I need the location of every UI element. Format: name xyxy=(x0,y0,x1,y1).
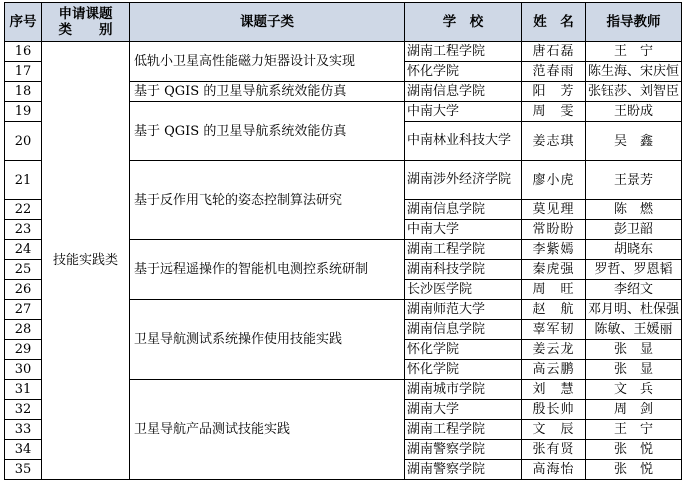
topic-cell: 基于 QGIS 的卫星导航系统效能仿真 xyxy=(130,82,405,102)
school-cell: 湖南科技学院 xyxy=(405,260,522,280)
school-cell: 湖南警察学院 xyxy=(405,460,522,480)
tutor-cell: 胡晓东 xyxy=(586,240,682,260)
school-cell: 中南大学 xyxy=(405,102,522,122)
student-name-cell: 殷长帅 xyxy=(522,400,586,420)
student-name-cell: 文 辰 xyxy=(522,420,586,440)
school-cell: 湖南涉外经济学院 xyxy=(405,161,522,200)
student-name-cell: 刘 慧 xyxy=(522,380,586,400)
header-school: 学 校 xyxy=(405,3,522,42)
row-no: 19 xyxy=(5,102,42,122)
row-no: 32 xyxy=(5,400,42,420)
student-name-cell: 秦虎强 xyxy=(522,260,586,280)
student-name-cell: 周 旺 xyxy=(522,280,586,300)
row-no: 20 xyxy=(5,122,42,161)
tutor-cell: 文 兵 xyxy=(586,380,682,400)
row-no: 35 xyxy=(5,460,42,480)
student-name-cell: 姜云龙 xyxy=(522,340,586,360)
tutor-cell: 邓月明、杜保强 xyxy=(586,300,682,320)
header-topic: 课题子类 xyxy=(130,3,405,42)
student-name-cell: 赵 航 xyxy=(522,300,586,320)
school-cell: 湖南信息学院 xyxy=(405,82,522,102)
row-no: 17 xyxy=(5,62,42,82)
student-name-cell: 李紫嫣 xyxy=(522,240,586,260)
student-name-cell: 辜军韧 xyxy=(522,320,586,340)
student-name-cell: 唐石磊 xyxy=(522,42,586,62)
header-category xyxy=(42,3,130,42)
tutor-cell: 彭卫韶 xyxy=(586,220,682,240)
school-cell: 湖南信息学院 xyxy=(405,200,522,220)
tutor-cell: 王 宁 xyxy=(586,420,682,440)
tutor-cell: 张 悦 xyxy=(586,440,682,460)
student-name-cell: 高云鹏 xyxy=(522,360,586,380)
school-cell: 中南林业科技大学 xyxy=(405,122,522,161)
table-header-row xyxy=(5,3,682,42)
header-tutor: 指导教师 xyxy=(586,3,682,42)
topic-cell: 基于反作用飞轮的姿态控制算法研究 xyxy=(130,161,405,240)
topic-cell: 基于远程遥操作的智能机电测控系统研制 xyxy=(130,240,405,300)
tutor-cell: 张钰莎、刘智臣 xyxy=(586,82,682,102)
tutor-cell: 陈 燃 xyxy=(586,200,682,220)
student-name-cell: 高海怡 xyxy=(522,460,586,480)
row-no: 16 xyxy=(5,42,42,62)
table-row xyxy=(5,42,682,62)
header-category-line1: 申请课题 xyxy=(58,6,113,22)
row-no: 27 xyxy=(5,300,42,320)
topic-cell: 基于 QGIS 的卫星导航系统效能仿真 xyxy=(130,102,405,161)
row-no: 31 xyxy=(5,380,42,400)
category-cell: 技能实践类 xyxy=(42,42,130,480)
school-cell: 湖南城市学院 xyxy=(405,380,522,400)
tutor-cell: 陈敏、王媛丽 xyxy=(586,320,682,340)
row-no: 30 xyxy=(5,360,42,380)
student-name-cell: 廖小虎 xyxy=(522,161,586,200)
row-no: 18 xyxy=(5,82,42,102)
row-no: 23 xyxy=(5,220,42,240)
tutor-cell: 周 剑 xyxy=(586,400,682,420)
row-no: 26 xyxy=(5,280,42,300)
tutor-cell: 王景芳 xyxy=(586,161,682,200)
school-cell: 湖南工程学院 xyxy=(405,420,522,440)
tutor-cell: 张 显 xyxy=(586,340,682,360)
tutor-cell: 吴 鑫 xyxy=(586,122,682,161)
school-cell: 怀化学院 xyxy=(405,62,522,82)
school-cell: 湖南工程学院 xyxy=(405,240,522,260)
tutor-cell: 陈生海、宋庆恒 xyxy=(586,62,682,82)
project-table xyxy=(4,2,682,480)
header-no: 序号 xyxy=(5,3,42,42)
topic-cell: 低轨小卫星高性能磁力矩器设计及实现 xyxy=(130,42,405,82)
student-name-cell: 范春雨 xyxy=(522,62,586,82)
row-no: 33 xyxy=(5,420,42,440)
row-no: 34 xyxy=(5,440,42,460)
header-name: 姓 名 xyxy=(522,3,586,42)
tutor-cell: 罗哲、罗恩韬 xyxy=(586,260,682,280)
school-cell: 中南大学 xyxy=(405,220,522,240)
tutor-cell: 张 显 xyxy=(586,360,682,380)
row-no: 25 xyxy=(5,260,42,280)
student-name-cell: 周 雯 xyxy=(522,102,586,122)
topic-cell: 卫星导航测试系统操作使用技能实践 xyxy=(130,300,405,380)
topic-cell: 卫星导航产品测试技能实践 xyxy=(130,380,405,480)
school-cell: 湖南大学 xyxy=(405,400,522,420)
student-name-cell: 常盼盼 xyxy=(522,220,586,240)
row-no: 22 xyxy=(5,200,42,220)
school-cell: 怀化学院 xyxy=(405,340,522,360)
row-no: 29 xyxy=(5,340,42,360)
student-name-cell: 姜志琪 xyxy=(522,122,586,161)
student-name-cell: 莫见理 xyxy=(522,200,586,220)
student-name-cell: 张有贤 xyxy=(522,440,586,460)
school-cell: 湖南警察学院 xyxy=(405,440,522,460)
row-no: 24 xyxy=(5,240,42,260)
school-cell: 长沙医学院 xyxy=(405,280,522,300)
tutor-cell: 张 悦 xyxy=(586,460,682,480)
school-cell: 怀化学院 xyxy=(405,360,522,380)
header-category-line2: 类 别 xyxy=(58,22,113,38)
school-cell: 湖南工程学院 xyxy=(405,42,522,62)
student-name-cell: 阳 芳 xyxy=(522,82,586,102)
tutor-cell: 王盼成 xyxy=(586,102,682,122)
school-cell: 湖南信息学院 xyxy=(405,320,522,340)
tutor-cell: 李绍文 xyxy=(586,280,682,300)
tutor-cell: 王 宁 xyxy=(586,42,682,62)
row-no: 28 xyxy=(5,320,42,340)
row-no: 21 xyxy=(5,161,42,200)
school-cell: 湖南师范大学 xyxy=(405,300,522,320)
